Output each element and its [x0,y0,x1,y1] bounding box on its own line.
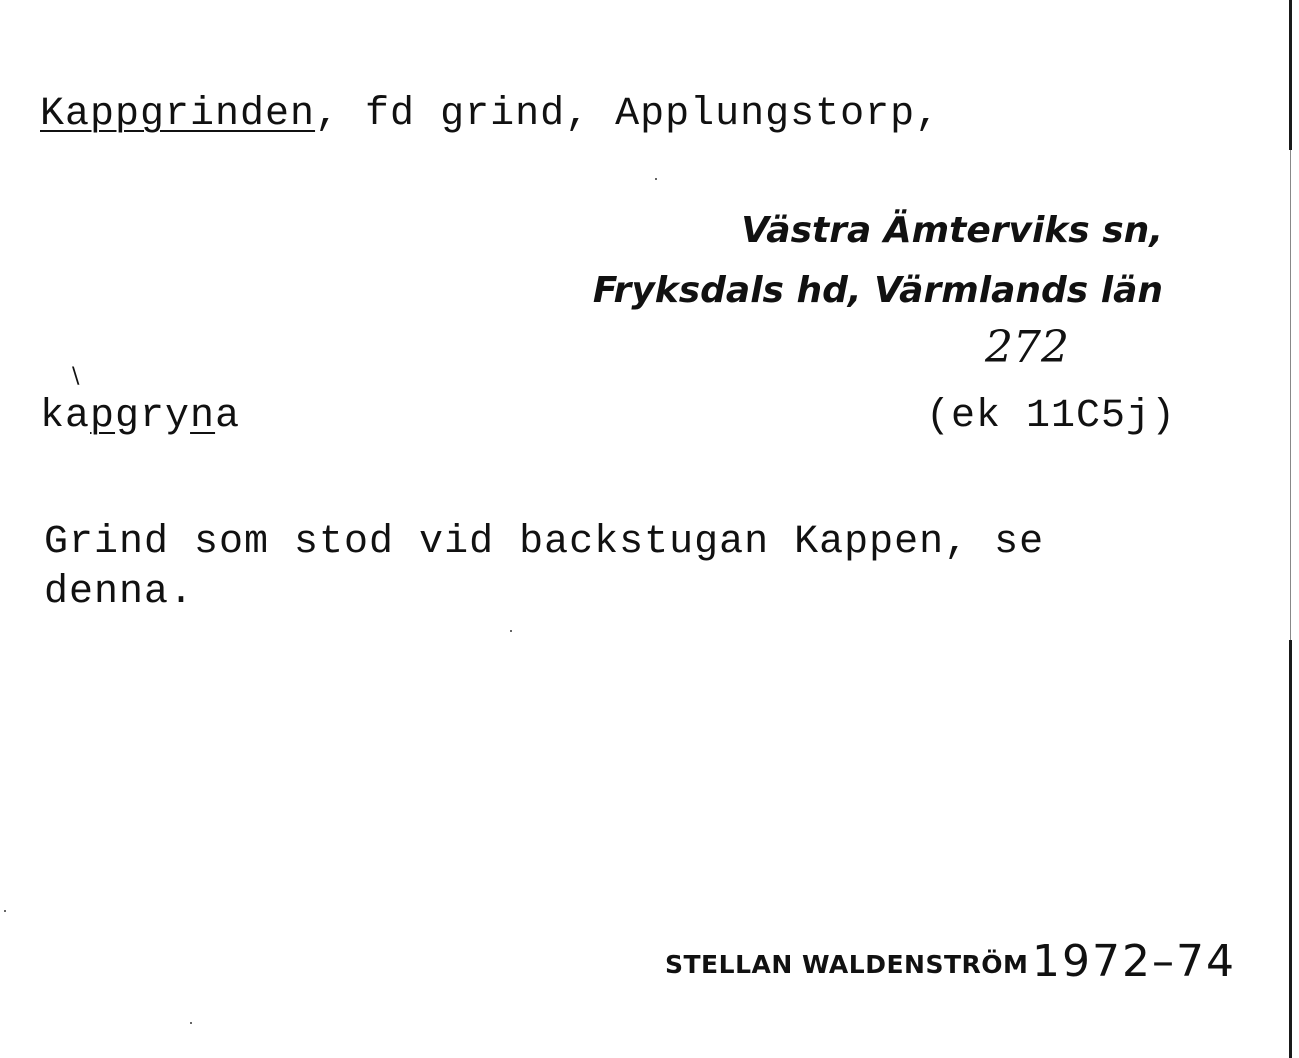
description-line: Grind som stod vid backstugan Kappen, se [44,520,1045,565]
stress-accent-mark: \ [72,364,80,389]
paper-speck [510,630,512,632]
description-line: denna. [44,570,195,615]
place-description: , fd grind, Applungstorp, [315,92,941,137]
place-name: Kappgrinden [40,92,316,137]
collection-years: 1972–74 [1032,936,1236,987]
handwritten-number: 272 [985,322,1069,373]
card-edge-line [1290,150,1291,640]
dialect-form: kapgryna [40,394,241,439]
paper-speck [4,910,6,912]
card-title [40,92,940,137]
collector-name: STELLAN WALDENSTRÖM [665,950,1029,979]
card-edge-line [1289,0,1292,150]
district-line: Fryksdals hd, Värmlands län [592,270,1163,311]
paper-speck [190,1022,192,1024]
map-reference: (ek 11C5j) [926,394,1177,439]
parish-line: Västra Ämterviks sn, [741,210,1163,251]
paper-speck [655,178,657,180]
card-edge-line [1289,640,1292,1058]
